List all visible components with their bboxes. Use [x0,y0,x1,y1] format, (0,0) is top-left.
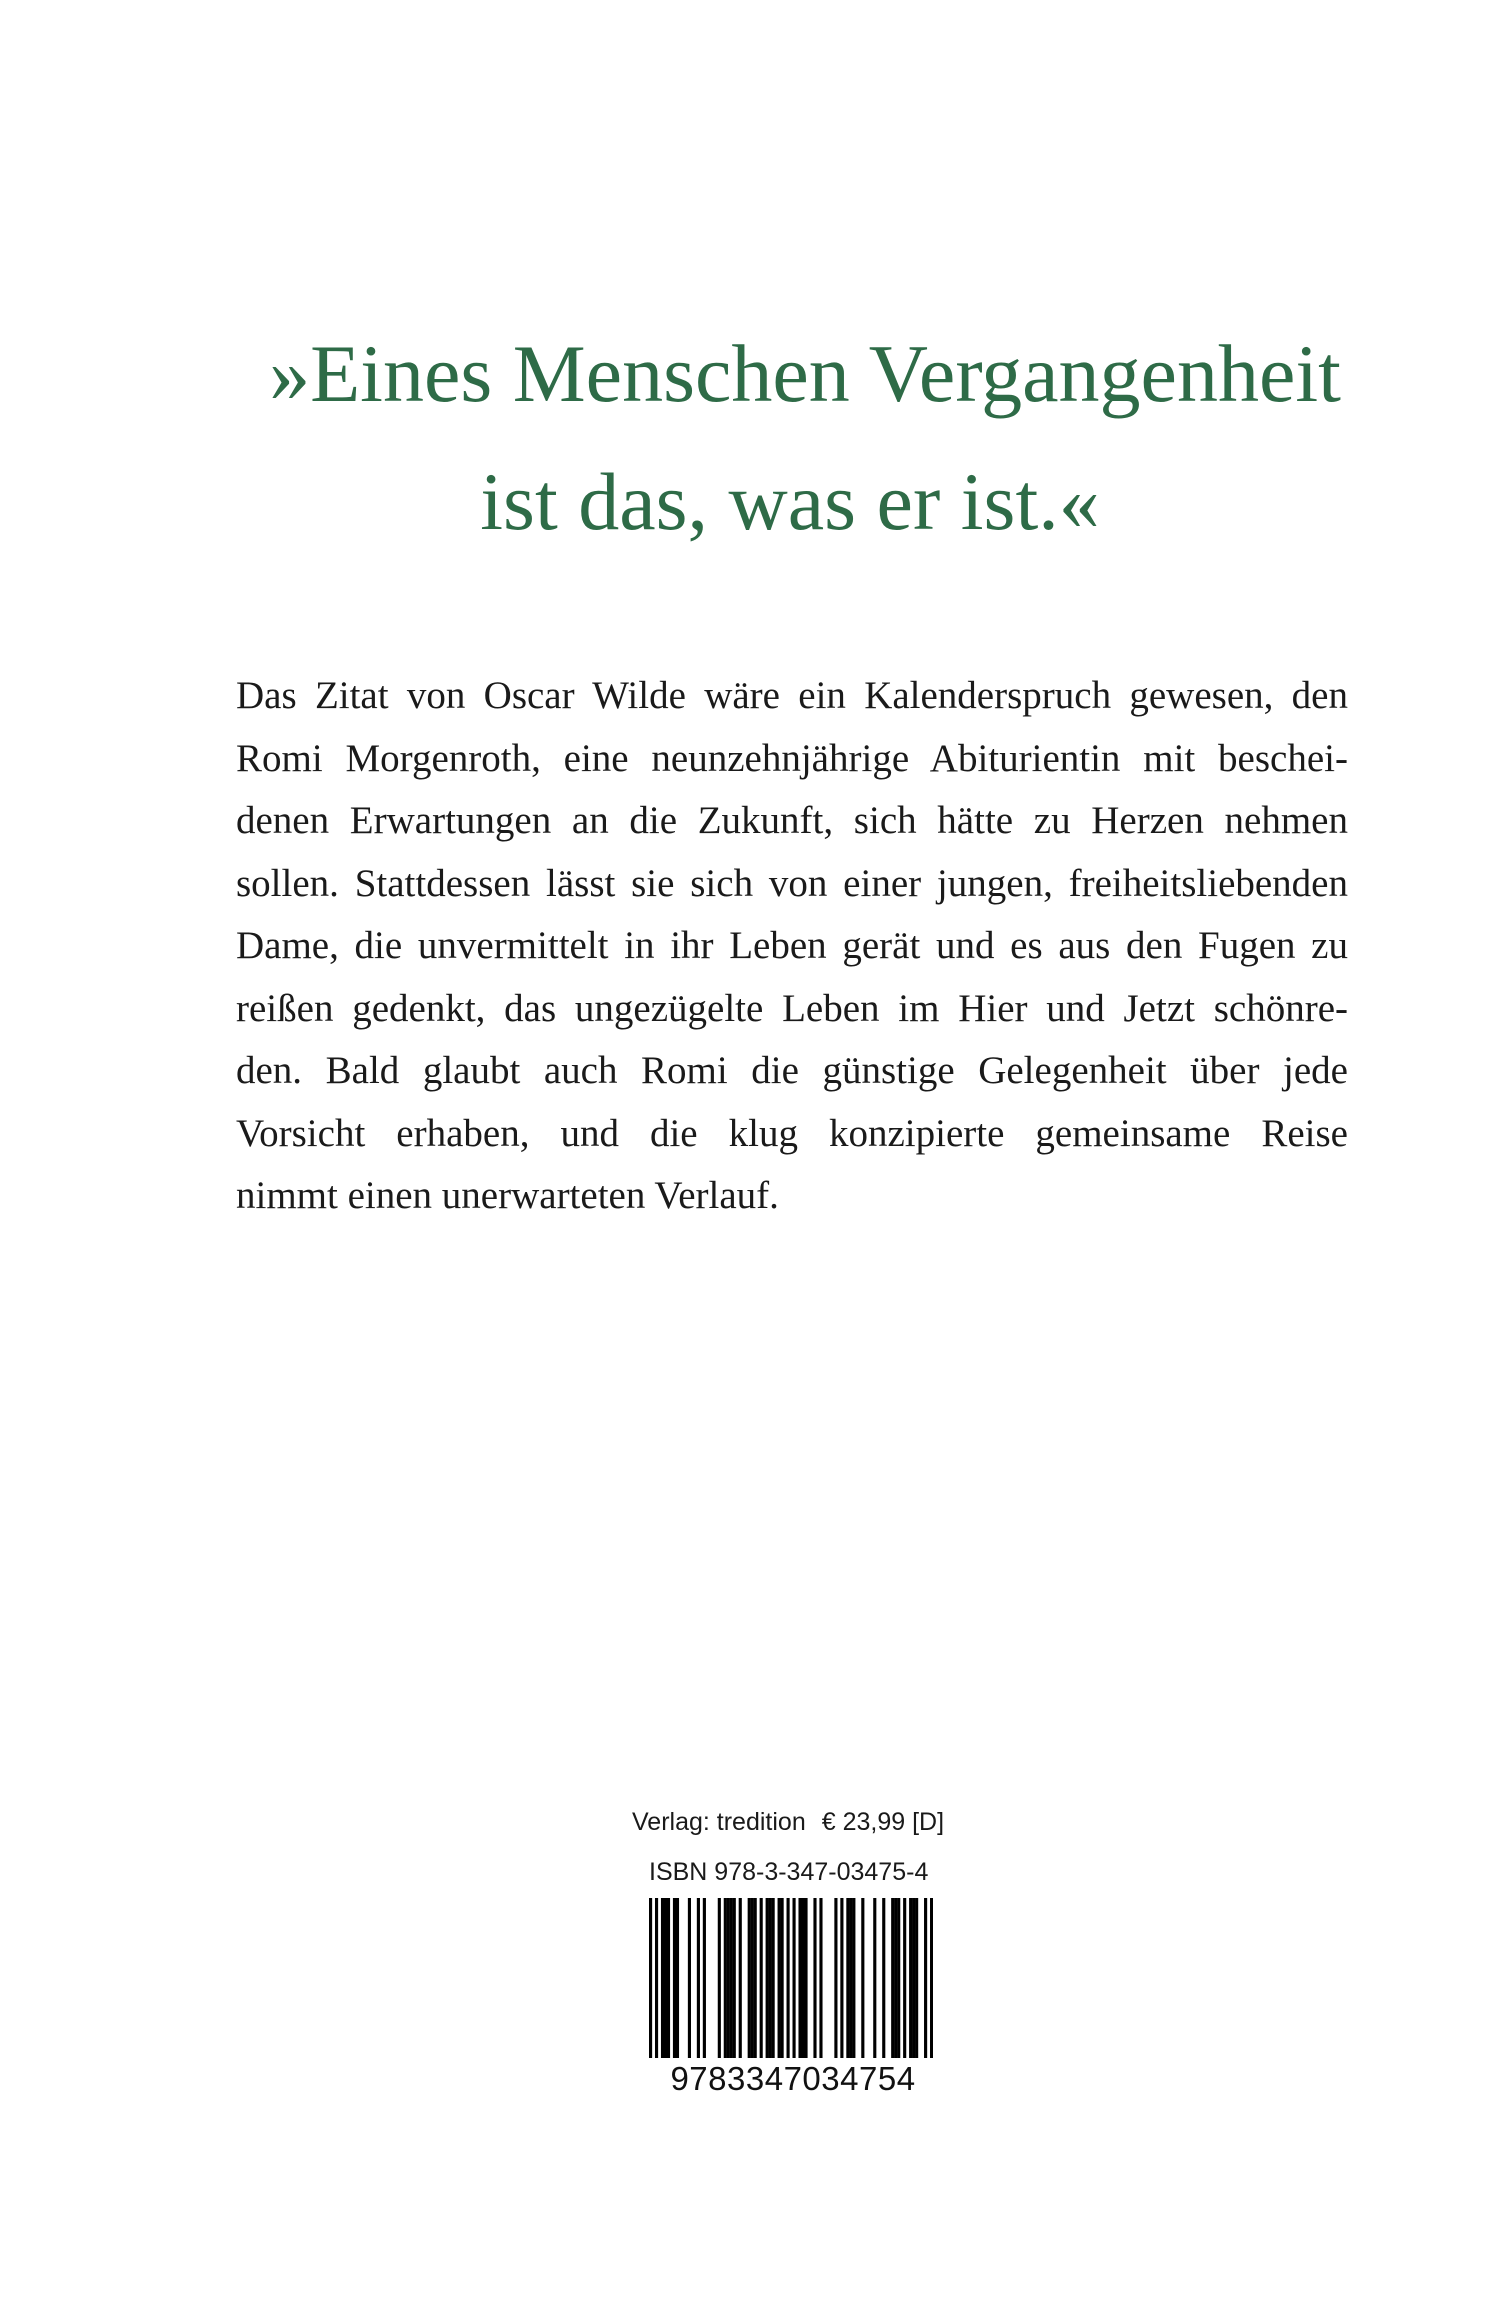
barcode-bar [912,1898,915,2058]
barcode-bar [718,1898,721,2058]
barcode-bar [703,1898,706,2058]
barcode-bar [846,1898,849,2058]
barcode-bar [751,1898,754,2058]
barcode-bar [804,1898,807,2058]
blurb-text [236,665,1348,1228]
blurb-line: den. Bald glaubt auch Romi die günstige Gelegenheit über jede [236,1049,1348,1092]
barcode-bar [891,1898,894,2058]
barcode-bar [834,1898,837,2058]
barcode-bar [882,1898,885,2058]
barcode-bar [873,1898,876,2058]
barcode-bar [688,1898,691,2058]
blurb-line: Das Zitat von Oscar Wilde wäre ein Kalenderspruch gewesen, den [236,674,1348,717]
barcode-bar [760,1898,763,2058]
barcode-bar [915,1898,918,2058]
quote-line-2: ist das, was er ist.« [480,456,1100,547]
barcode-bar [897,1898,900,2058]
blurb-line: reißen gedenkt, das ungezügelte Leben im Hier und Jetzt schönre- [236,986,1348,1030]
barcode-bar [903,1898,906,2058]
barcode-bar [655,1898,658,2058]
barcode-bar [766,1898,769,2058]
barcode-bar [733,1898,736,2058]
barcode-bar [667,1898,670,2058]
publisher-label: Verlag: tredition [632,1808,806,1836]
barcode-bar [781,1898,784,2058]
isbn-label: ISBN 978-3-347-03475-4 [649,1858,929,1886]
barcode-bar [649,1898,652,2058]
barcode-bar [664,1898,667,2058]
imprint-line [632,1808,944,1837]
blurb-line: Vorsicht erhaben, und die klug konzipierte gemeinsame Reise [236,1111,1348,1155]
blurb-line: nimmt einen unerwarteten Verlauf. [236,1174,779,1217]
price-label: € 23,99 [D] [821,1808,945,1836]
barcode-icon [649,1898,933,2058]
barcode-bar [840,1898,843,2058]
barcode-bar [769,1898,772,2058]
barcode-bar [778,1898,781,2058]
barcode-bar [909,1898,912,2058]
barcode-bar [673,1898,676,2058]
barcode-bar [730,1898,733,2058]
blurb-line: sollen. Stattdessen lässt sie sich von einer jungen, freiheitsliebenden [236,861,1348,905]
barcode-bar [739,1898,742,2058]
barcode-bar [748,1898,751,2058]
blurb-line: denen Erwartungen an die Zukunft, sich hätte zu Herzen nehmen [236,799,1348,842]
barcode-bar [849,1898,852,2058]
quote-line-1: »Eines Menschen Vergangenheit [269,328,1341,419]
cover-quote [200,310,1380,566]
barcode-bar [787,1898,790,2058]
barcode-bar [924,1898,927,2058]
barcode-bar [798,1898,801,2058]
barcode-bar [661,1898,664,2058]
barcode-bar [852,1898,855,2058]
barcode-number: 9783347034754 [670,2060,916,2097]
barcode-bar [819,1898,822,2058]
barcode-bar [813,1898,816,2058]
barcode-bar [930,1898,933,2058]
barcode-bar [772,1898,775,2058]
barcode-bar [801,1898,804,2058]
barcode-bar [676,1898,679,2058]
barcode-bar [861,1898,864,2058]
blurb-line: Dame, die unvermittelt in ihr Leben gerät und es aus den Fugen zu [236,924,1348,967]
barcode-bar [697,1898,700,2058]
barcode-bar [894,1898,897,2058]
barcode-bar [754,1898,757,2058]
barcode-bar [724,1898,727,2058]
barcode-bar [792,1898,795,2058]
blurb-line: Romi Morgenroth, eine neunzehnjährige Abiturientin mit beschei- [236,736,1348,780]
barcode-bar [727,1898,730,2058]
